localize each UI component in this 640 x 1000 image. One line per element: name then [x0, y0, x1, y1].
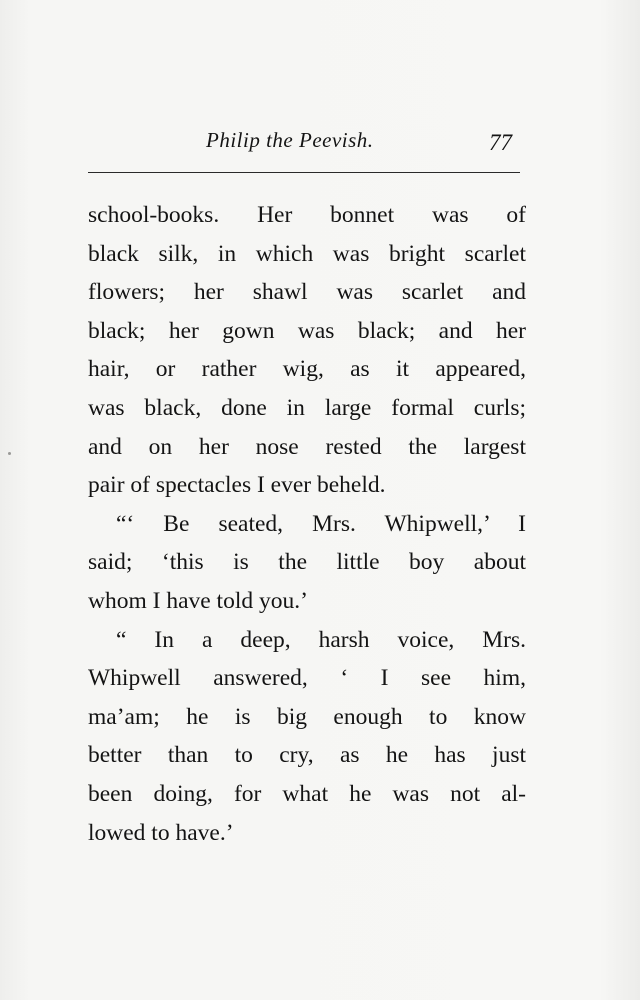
text-line: flowers; her shawl was scarlet and	[88, 279, 526, 306]
text-line: “ In a deep, harsh voice, Mrs.	[116, 626, 526, 653]
body-text	[88, 196, 526, 852]
text-line: black; her gown was black; and her	[88, 317, 526, 344]
text-line: whom I have told you.’	[88, 587, 308, 614]
text-line: and on her nose rested the largest	[88, 433, 526, 460]
text-line: been doing, for what he was not al-	[88, 780, 526, 807]
text-line: school-books. Her bonnet was of	[88, 202, 526, 228]
text-line: better than to cry, as he has just	[88, 742, 526, 769]
text-line: lowed to have.’	[88, 819, 234, 846]
header-rule	[88, 172, 520, 173]
text-line: ma’am; he is big enough to know	[88, 703, 526, 730]
text-line: hair, or rather wig, as it appeared,	[88, 356, 526, 383]
text-line: pair of spectacles I ever beheld.	[88, 472, 386, 499]
running-title: Philip the Peevish.	[206, 128, 374, 152]
paper-speck	[8, 452, 11, 455]
text-line: black silk, in which was bright scarlet	[88, 240, 526, 267]
running-head	[88, 128, 528, 164]
text-line: Whipwell answered, ‘ I see him,	[88, 665, 526, 692]
text-line: said; ‘this is the little boy about	[88, 549, 526, 576]
text-line: was black, done in large formal curls;	[88, 394, 526, 421]
text-line: “‘ Be seated, Mrs. Whipwell,’ I	[116, 510, 526, 537]
page-number: 77	[489, 130, 512, 155]
